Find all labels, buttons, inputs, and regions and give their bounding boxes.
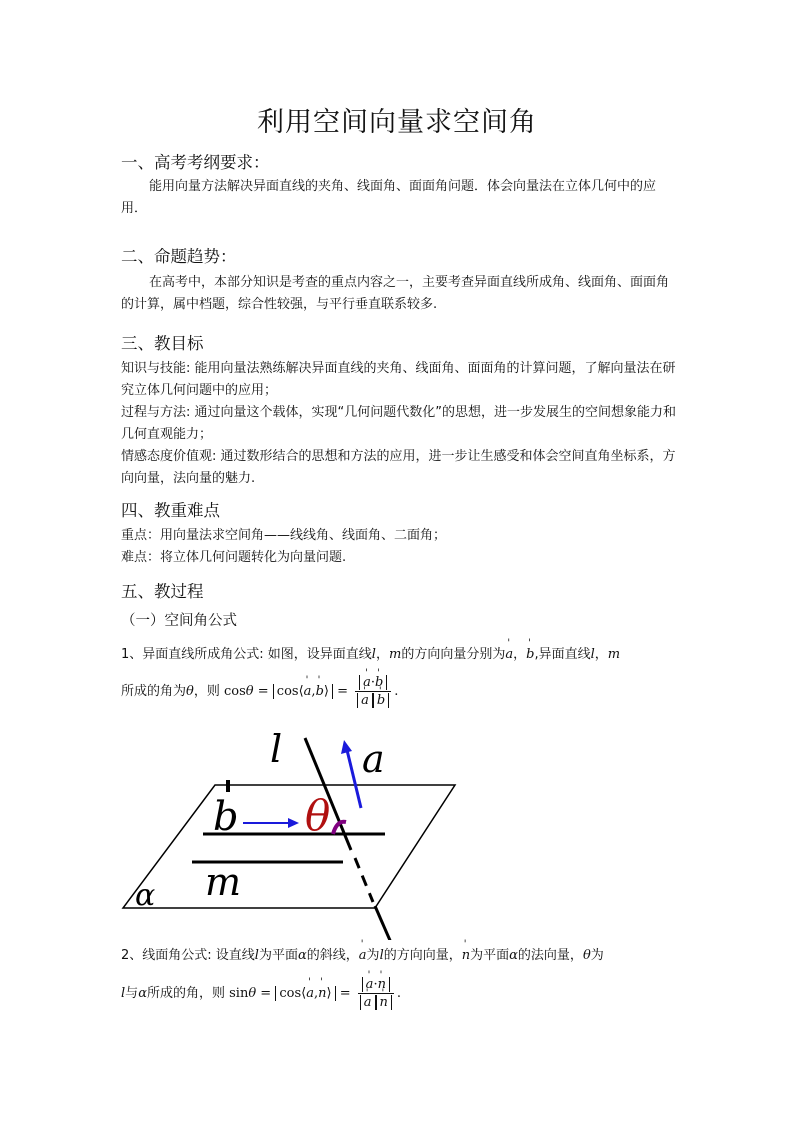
label-l: l bbox=[270, 730, 283, 771]
line-l-below bbox=[375, 906, 392, 940]
vector-a-arrowhead bbox=[341, 740, 352, 754]
label-b: b bbox=[213, 794, 239, 840]
section-body-1: 能用向量方法解决异面直线的夹角、线面角、面面角问题．体会向量法在立体几何中的应用． bbox=[121, 179, 657, 216]
section-body-2: 在高考中，本部分知识是考查的重点内容之一，主要考查异面直线所成角、线面角、面面角的计算，属中档题，综合性较强，与平行垂直联系较多. bbox=[121, 275, 670, 312]
section-heading-2: 二、命题趋势： bbox=[121, 247, 237, 266]
label-theta: θ bbox=[305, 791, 331, 840]
objective-attitude: 情感态度价值观: 通过数形结合的思想和方法的应用，进一步让生感受和体会空间直角坐标系，方向向量，法向量的魅力. bbox=[121, 449, 676, 486]
vector-b-arrowhead bbox=[288, 818, 299, 828]
plane-alpha bbox=[123, 785, 455, 908]
formula1-line1: 1、异面直线所成角公式: 如图，设异面直线l，m的方向向量分别为' a，' b,异面直线l，m bbox=[121, 643, 620, 662]
section-heading-3: 三、教目标 bbox=[121, 334, 204, 353]
objective-process: 过程与方法: 通过向量这个载体，实现“几何问题代数化”的思想，进一步发展生的空间想象能力和几何直观能力； bbox=[121, 405, 676, 442]
page-title: 利用空间向量求空间角 bbox=[257, 107, 537, 138]
section-heading-1: 一、高考考纲要求： bbox=[121, 153, 270, 172]
formula2-expression: sinθ = cos⟨' a,' n⟩ = ' a·' n ' a' n . bbox=[229, 986, 401, 1001]
label-alpha: α bbox=[135, 878, 156, 913]
vector-a-arrow bbox=[347, 750, 361, 808]
objective-knowledge: 知识与技能: 能用向量法熟练解决异面直线的夹角、线面角、面面角的计算问题，了解向量法在研究立体几何问题中的应用； bbox=[121, 361, 676, 398]
formula2-line2: l与α所成的角，则 sinθ = cos⟨' a,' n⟩ = ' a·' n ' a' n . bbox=[121, 976, 401, 1011]
difficult-point: 难点：将立体几何问题转化为向量问题. bbox=[121, 550, 347, 565]
section-heading-5: 五、教过程 bbox=[121, 582, 204, 601]
label-a: a bbox=[362, 737, 385, 781]
formula2-line1: 2、线面角公式: 设直线l为平面α的斜线，' a为l的方向向量，' n为平面α的法向量，θ为 bbox=[121, 944, 604, 963]
line-l-hidden bbox=[355, 858, 373, 902]
formula1-expression: cosθ = cos⟨' a,' b⟩ = ' a·' b ' a' b . bbox=[224, 684, 398, 699]
section-heading-4: 四、教重难点 bbox=[121, 501, 220, 520]
geometry-figure bbox=[115, 730, 465, 940]
label-m: m bbox=[205, 860, 242, 904]
key-point: 重点：用向量法求空间角——线线角、线面角、二面角； bbox=[121, 528, 447, 543]
subsection-heading: （一）空间角公式 bbox=[121, 613, 237, 629]
formula1-line2: 所成的角为θ，则 cosθ = cos⟨' a,' b⟩ = ' a·' b ' a' b . bbox=[121, 674, 398, 709]
